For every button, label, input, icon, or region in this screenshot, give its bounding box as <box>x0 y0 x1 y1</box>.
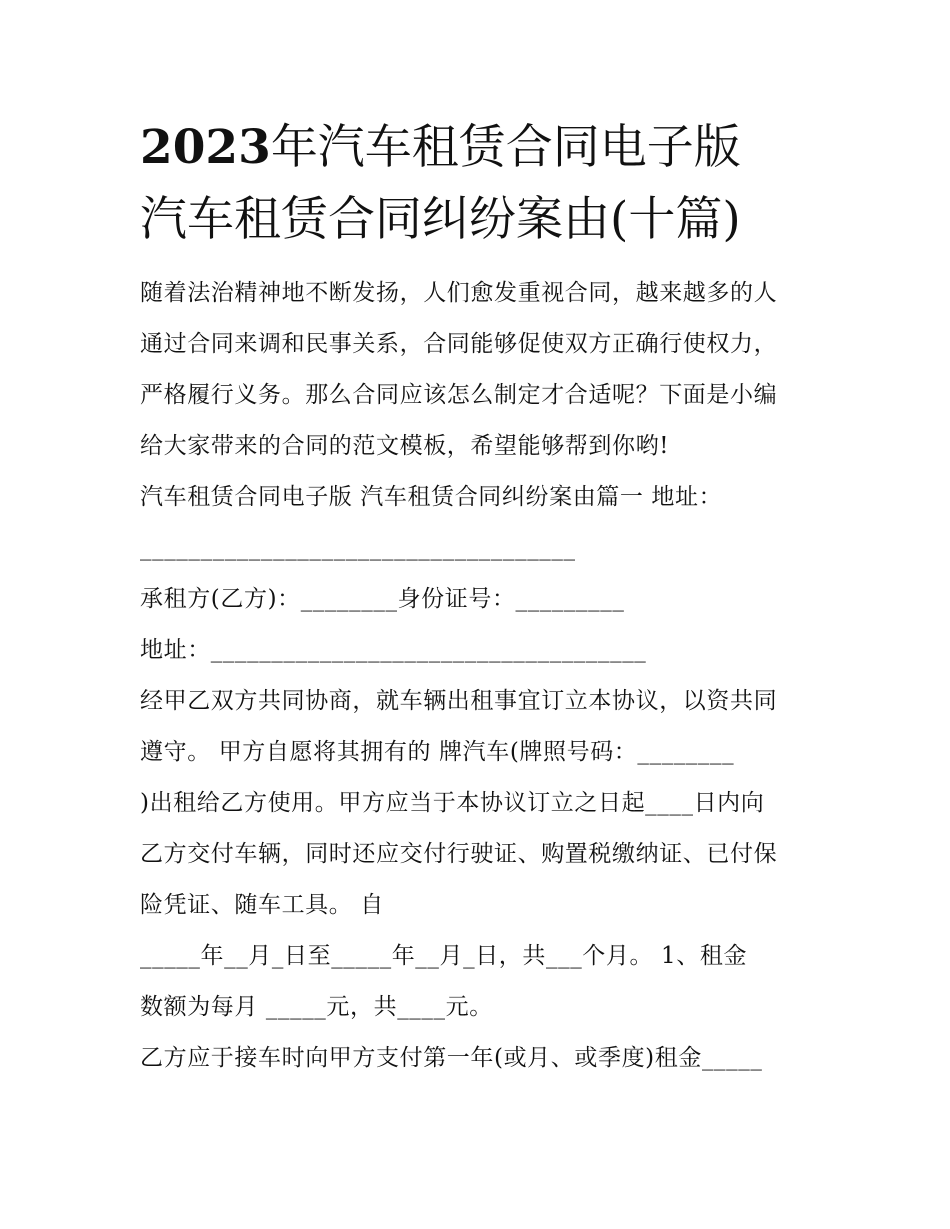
text-line: 乙方应于接车时向甲方支付第一年(或月、或季度)租金_____ <box>140 1045 763 1071</box>
title-year: 2023 <box>140 120 271 175</box>
document-content <box>140 112 820 1084</box>
text-line: )出租给乙方使用。甲方应当于本协议订立之日起____日内向 <box>140 790 765 816</box>
title-line-2: 汽车租赁合同纠纷案由(十篇) <box>140 192 741 247</box>
rental-period-line: _____年__月_日至_____年__月_日，共___个月。 1、租金 <box>140 943 748 969</box>
lessee-field-line: 承租方(乙方)：________身份证号：_________ <box>140 586 625 612</box>
text-line: 通过合同来调和民事关系，合同能够促使双方正确行使权力， <box>140 331 778 357</box>
address-field-line: 地址：____________________________________ <box>140 637 647 663</box>
text-line: 给大家带来的合同的范文模板，希望能够帮到你哟! <box>140 433 670 459</box>
text-line: 遵守。 甲方自愿将其拥有的 牌汽车(牌照号码：________ <box>140 739 735 765</box>
body-text <box>140 268 820 1084</box>
blank-underline-line: ____________________________________ <box>140 535 576 561</box>
text-line: 险凭证、随车工具。 自 <box>140 892 384 918</box>
rent-amount-line: 数额为每月 _____元，共____元。 <box>140 994 493 1020</box>
section-heading-line: 汽车租赁合同电子版 汽车租赁合同纠纷案由篇一 地址： <box>140 484 723 510</box>
text-line: 严格履行义务。那么合同应该怎么制定才合适呢？下面是小编 <box>140 382 778 408</box>
text-line: 随着法治精神地不断发扬，人们愈发重视合同，越来越多的人 <box>140 280 778 306</box>
title-line-1-text: 年汽车租赁合同电子版 <box>270 120 741 175</box>
text-line: 经甲乙双方共同协商，就车辆出租事宜订立本协议，以资共同 <box>140 688 778 714</box>
title-line-1 <box>140 112 820 184</box>
text-line: 乙方交付车辆，同时还应交付行驶证、购置税缴纳证、已付保 <box>140 841 778 867</box>
